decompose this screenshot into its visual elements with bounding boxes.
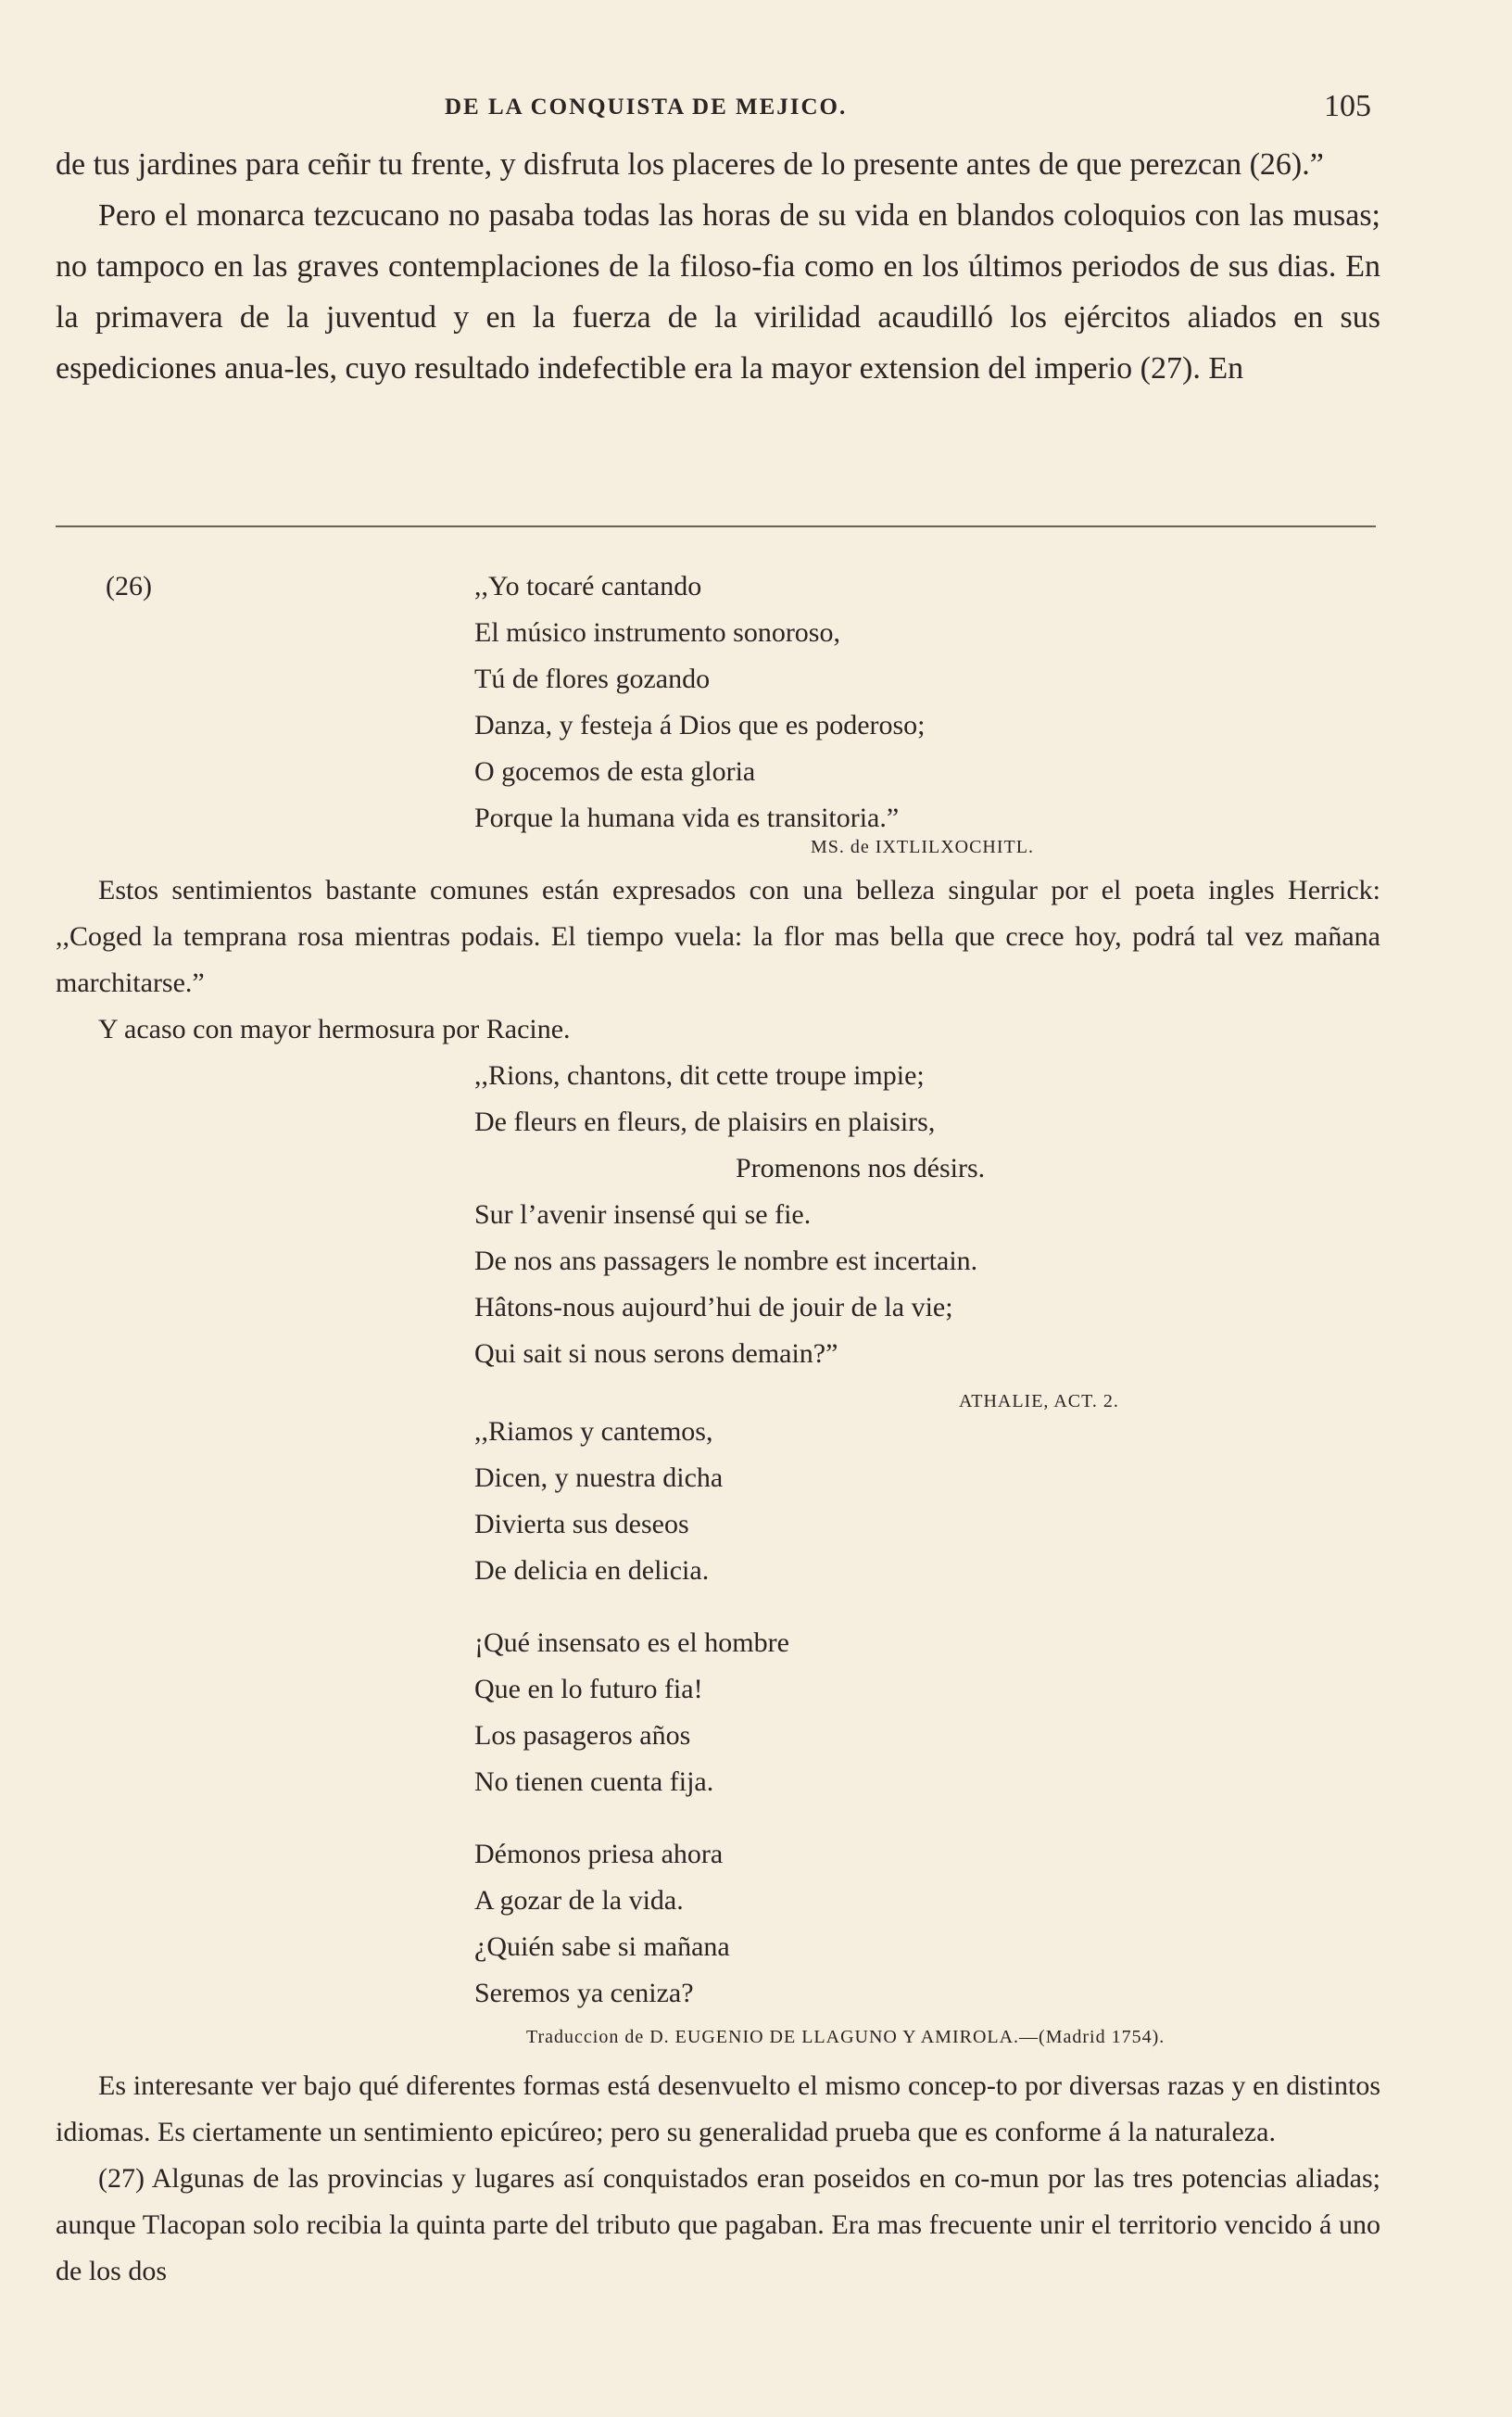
verse-line: De fleurs en fleurs, de plaisirs en plaisirs, — [474, 1107, 936, 1137]
paragraph: Y acaso con mayor hermosura por Racine. — [98, 1014, 571, 1044]
verse-line: Que en lo futuro fia! — [474, 1674, 703, 1704]
verse-line: ,,Riamos y cantemos, — [474, 1416, 713, 1447]
poem-spanish — [474, 1409, 789, 2017]
paragraph: Estos sentimientos bastante comunes están expresados con una belleza singular por el poeta ingles Herrick: ,,Coged la temprana rosa mientras podais. El tiempo vuela: la flor mas bella que crece hoy, podrá tal vez mañana marchitarse.” — [56, 875, 1380, 998]
verse-line: Los pasageros años — [474, 1720, 691, 1751]
footnote-label: (26) — [106, 571, 152, 601]
footnote-prose — [56, 2063, 1380, 2295]
paragraph: de tus jardines para ceñir tu frente, y disfruta los placeres de lo presente antes de que perezcan (26).” — [56, 147, 1324, 182]
page-number: 105 — [1324, 89, 1371, 123]
verse-line: Divierta sus deseos — [474, 1509, 689, 1539]
verse-line: A gozar de la vida. — [474, 1885, 684, 1916]
stanza-gap — [474, 1805, 789, 1831]
verse-line: ¿Quién sabe si mañana — [474, 1931, 730, 1962]
verse-line: Danza, y festeja á Dios que es poderoso; — [474, 710, 926, 740]
paragraph: Pero el monarca tezcucano no pasaba todas las horas de su vida en blandos coloquios con las musas; no tampoco en las graves contemplaciones de la filoso-fia como en los últimos periodos de sus dias. En la primavera de la juventud y en la fuerza de la virilidad acaudilló los ejércitos aliados en sus espediciones anua-les, cuyo resultado indefectible era la mayor extension del imperio (27). En — [56, 198, 1380, 386]
running-title: DE LA CONQUISTA DE MEJICO. — [445, 95, 848, 120]
verse-line: De nos ans passagers le nombre est incertain. — [474, 1246, 978, 1276]
poem-nahuatl — [474, 563, 926, 842]
footnote-divider — [56, 525, 1376, 527]
verse-line: ,,Rions, chantons, dit cette troupe impie; — [474, 1060, 925, 1091]
page-header — [56, 89, 1371, 130]
attribution: Traduccion de D. EUGENIO DE LLAGUNO Y AMIROLA.—(Madrid 1754). — [526, 2027, 1166, 2047]
main-text — [56, 139, 1380, 394]
attribution: ATHALIE, ACT. 2. — [959, 1391, 1119, 1411]
verse-line: Dicen, y nuestra dicha — [474, 1462, 724, 1493]
verse-line: ,,Yo tocaré cantando — [474, 571, 702, 601]
verse-line: No tienen cuenta fija. — [474, 1766, 714, 1797]
verse-line: Qui sait si nous serons demain?” — [474, 1338, 838, 1369]
verse-line: Hâtons-nous aujourd’hui de jouir de la vie; — [474, 1292, 953, 1322]
verse-line: Seremos ya ceniza? — [474, 1978, 694, 2008]
verse-line: De delicia en delicia. — [474, 1555, 710, 1586]
footnote-27: (27) Algunas de las provincias y lugares así conquistados eran poseidos en co-mun por las tres potencias aliadas; aunque Tlacopan solo recibia la quinta parte del tributo que pagaban. Era mas frecuente unir el territorio vencido á uno de los dos — [56, 2163, 1380, 2286]
stanza-gap — [474, 1594, 789, 1620]
verse-line: ¡Qué insensato es el hombre — [474, 1627, 789, 1658]
verse-line: Démonos priesa ahora — [474, 1839, 724, 1869]
paragraph: Es interesante ver bajo qué diferentes formas está desenvuelto el mismo concep-to por diversas razas y en distintos idiomas. Es ciertamente un sentimiento epicúreo; pero su generalidad prueba que es conforme á la naturaleza. — [56, 2070, 1380, 2147]
verse-line: Porque la humana vida es transitoria.” — [474, 803, 900, 833]
poem-racine — [474, 1053, 985, 1377]
footnote-prose — [56, 867, 1380, 1053]
verse-line: Sur l’avenir insensé qui se fie. — [474, 1199, 812, 1230]
attribution: MS. de IXTLILXOCHITL. — [811, 837, 1034, 857]
verse-line: Tú de flores gozando — [474, 664, 711, 694]
verse-line: Promenons nos désirs. — [736, 1153, 986, 1183]
verse-line: El músico instrumento sonoroso, — [474, 617, 840, 648]
verse-line: O gocemos de esta gloria — [474, 756, 756, 787]
